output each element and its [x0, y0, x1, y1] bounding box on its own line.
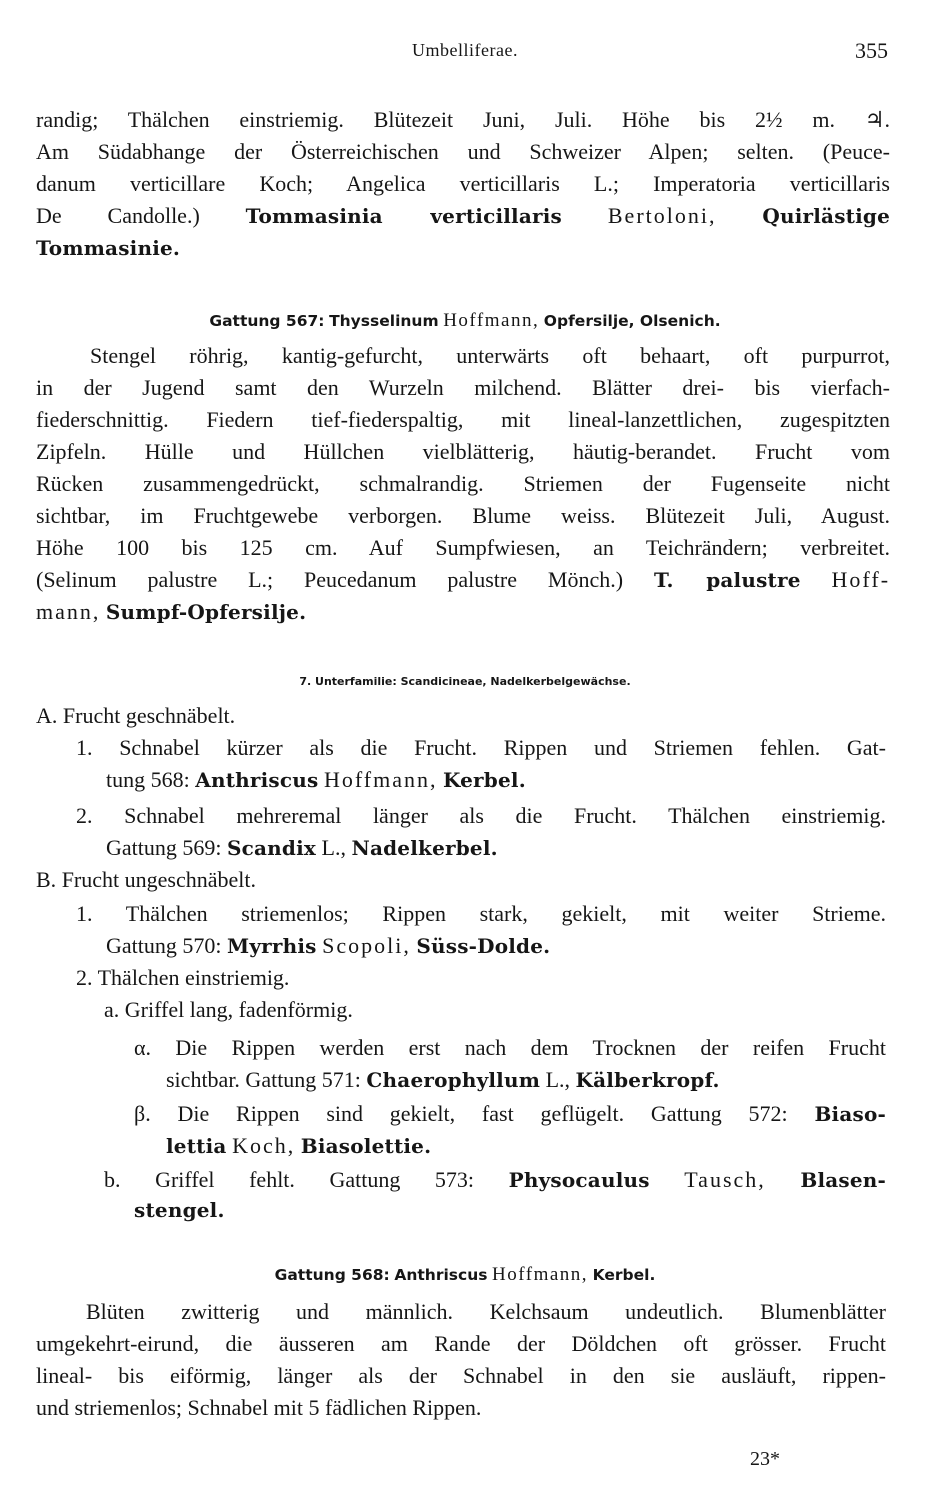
text-line: lineal- bis eiförmig, länger als der Schnabel in den sie ausläuft, rippen-: [36, 1363, 886, 1388]
key-item-A2-genus: Gattung 569: Scandix L., Nadelkerbel.: [106, 835, 498, 860]
key-item-B2b: b. Griffel fehlt. Gattung 573: Physocaulus Tausch, Blasen-: [104, 1167, 887, 1192]
genus-heading-567: Gattung 567: Thysselinum Hoffmann, Opfersilje, Olsenich.: [209, 310, 721, 331]
key-item-A: A. Frucht geschnäbelt.: [36, 703, 236, 728]
common-name: Quirlästige: [762, 204, 891, 228]
text-line: in der Jugend samt den Wurzeln milchend. Blätter drei- bis vierfach-: [36, 375, 890, 400]
paragraph-anthriscus: [36, 1296, 886, 1424]
common-name: Tommasinie.: [36, 236, 181, 260]
text-line: mann, Sumpf-Opfersilje.: [36, 599, 307, 624]
key-item-beta: β. Die Rippen sind gekielt, fast geflügelt. Gattung 572: Biaso-: [134, 1101, 887, 1126]
species-name: Tommasinia verticillaris: [245, 204, 562, 228]
text-line: danum verticillare Koch; Angelica verticillaris L.; Imperatoria verticillaris: [36, 171, 890, 196]
key-item-A1: 1. Schnabel kürzer als die Frucht. Rippen und Striemen fehlen. Gat-: [76, 735, 886, 760]
key-item-B1: 1. Thälchen striemenlos; Rippen stark, gekielt, mit weiter Strieme.: [76, 901, 886, 926]
text-line: sichtbar, im Fruchtgewebe verborgen. Blume weiss. Blütezeit Juli, August.: [36, 503, 890, 528]
key-item-alpha-genus: sichtbar. Gattung 571: Chaerophyllum L., Kälberkropf.: [166, 1067, 720, 1092]
text-line: Rücken zusammengedrückt, schmalrandig. Striemen der Fugenseite nicht: [36, 471, 890, 496]
common-name: Sumpf-Opfersilje.: [105, 600, 307, 624]
running-head: Umbelliferae.: [412, 40, 518, 60]
text-line: Stengel röhrig, kantig-gefurcht, unterwärts oft behaart, oft purpurrot,: [90, 343, 890, 368]
text-line: fiederschnittig. Fiedern tief-fiederspaltig, mit lineal-lanzettlichen, zugespitzten: [36, 407, 890, 432]
key-item-A1-genus: tung 568: Anthriscus Hoffmann, Kerbel.: [106, 767, 526, 792]
page-number: 355: [855, 38, 888, 63]
genus-heading-568: Gattung 568: Anthriscus Hoffmann, Kerbel.: [274, 1264, 656, 1285]
text-line: Blüten zwitterig und männlich. Kelchsaum undeutlich. Blumenblätter: [86, 1299, 886, 1324]
key-item-alpha: α. Die Rippen werden erst nach dem Trocknen der reifen Frucht: [134, 1035, 887, 1060]
text-line: Zipfeln. Hülle und Hüllchen vielblätterig, häutig-berandet. Frucht vom: [36, 439, 890, 464]
key-item-B2a: a. Griffel lang, fadenförmig.: [104, 997, 353, 1022]
key-item-beta-genus: lettia Koch, Biasolettie.: [166, 1133, 432, 1158]
text-line: (Selinum palustre L.; Peucedanum palustre Mönch.) T. palustre Hoff-: [36, 567, 891, 592]
key-item-A2: 2. Schnabel mehreremal länger als die Frucht. Thälchen einstriemig.: [76, 803, 887, 828]
text-line: und striemenlos; Schnabel mit 5 fädlichen Rippen.: [36, 1395, 482, 1420]
subfamily-heading: 7. Unterfamilie: Scandicineae, Nadelkerbelgewächse.: [299, 675, 631, 688]
text-line: De Candolle.) Tommasinia verticillaris Bertoloni, Quirlästige: [36, 203, 891, 228]
text-line: Am Südabhange der Österreichischen und Schweizer Alpen; selten. (Peuce-: [36, 139, 890, 164]
key-item-B: B. Frucht ungeschnäbelt.: [36, 867, 256, 892]
species-name: T. palustre: [653, 568, 801, 592]
text-line: randig; Thälchen einstriemig. Blütezeit Juni, Juli. Höhe bis 2½ m. ♃.: [36, 107, 890, 132]
signature-mark: 23*: [750, 1448, 780, 1470]
key-item-B1-genus: Gattung 570: Myrrhis Scopoli, Süss-Dolde.: [106, 933, 551, 958]
key-item-B2b-cont: stengel.: [134, 1198, 225, 1222]
key-item-B2: 2. Thälchen einstriemig.: [76, 965, 290, 990]
text-line: Höhe 100 bis 125 cm. Auf Sumpfwiesen, an Teichrändern; verbreitet.: [36, 535, 890, 560]
text-line: umgekehrt-eirund, die äusseren am Rande der Döldchen oft grösser. Frucht: [36, 1331, 886, 1356]
